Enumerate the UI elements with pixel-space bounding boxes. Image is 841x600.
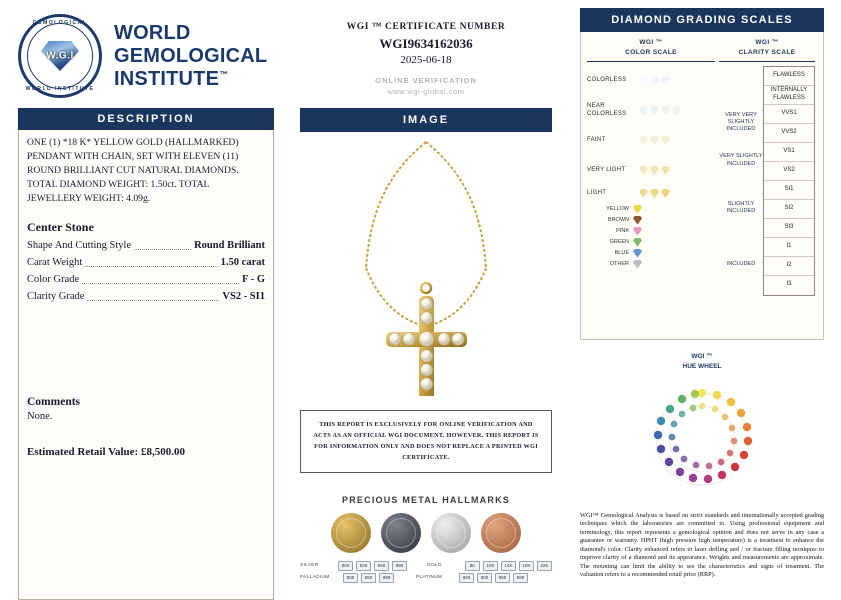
hallmark-chip: 950 xyxy=(361,573,376,583)
trademark-mark: ™ xyxy=(219,68,229,79)
grading-scales-panel xyxy=(580,32,824,340)
color-row-colorless xyxy=(587,66,715,96)
fancy-row-yellow xyxy=(587,204,715,215)
emblem-arc-bottom: WORLD INSTITUTE xyxy=(25,86,95,92)
brand-line-3: INSTITUTE™ xyxy=(114,67,229,90)
color-row-faint xyxy=(587,126,715,156)
clarity-grade: I1 xyxy=(764,238,814,257)
brand-name xyxy=(114,22,267,91)
clarity-grade: SI3 xyxy=(764,219,814,238)
color-grade-label: VERY LIGHT xyxy=(587,166,626,173)
clarity-grade: VS2 xyxy=(764,162,814,181)
fancy-color-label: OTHER xyxy=(609,261,629,267)
gem-icon xyxy=(633,260,642,269)
gem-icon xyxy=(661,189,670,198)
fancy-row-green xyxy=(587,237,715,248)
gold-coin-icon xyxy=(331,513,371,553)
property-row-color xyxy=(27,273,265,287)
diamond-grading-scales-header: DIAMOND GRADING SCALES xyxy=(580,8,824,32)
clarity-grade-column xyxy=(763,66,815,296)
online-verification-url[interactable]: www.wgi-global.com xyxy=(387,87,465,96)
description-line: ONE (1) *18 K* YELLOW GOLD (HALLMARKED) xyxy=(27,137,239,148)
estimated-retail-value: Estimated Retail Value: £8,500.00 xyxy=(27,446,185,459)
brand-line-2: GEMOLOGICAL xyxy=(114,44,268,67)
center-column xyxy=(300,22,552,585)
gem-icon xyxy=(650,166,659,175)
dot-leader xyxy=(82,283,239,284)
fancy-color-label: BROWN xyxy=(607,217,629,223)
wgi-logo xyxy=(18,10,274,102)
clarity-group-label: VERY SLIGHTLY INCLUDED xyxy=(719,153,763,167)
property-row-clarity xyxy=(27,290,265,304)
hallmark-chip: 9K xyxy=(465,561,480,571)
hallmark-coins xyxy=(300,513,552,553)
clarity-group-label: VERY VERY SLIGHTLY INCLUDED xyxy=(725,111,757,133)
gem-icon xyxy=(650,106,659,115)
fancy-color-label: GREEN xyxy=(609,239,629,245)
fancy-color-list xyxy=(587,204,715,270)
color-grade-label: NEAR COLORLESS xyxy=(587,102,627,117)
clarity-scale-title: WGI ™ CLARITY SCALE xyxy=(719,38,815,62)
description-header: DESCRIPTION xyxy=(18,108,274,130)
property-value: 1.50 carat xyxy=(220,256,265,268)
clarity-group-label: SLIGHTLY INCLUDED xyxy=(726,200,756,214)
hallmark-chip: 10K xyxy=(483,561,498,571)
hallmark-row-palladium xyxy=(300,573,552,583)
hallmark-label: SILVER xyxy=(300,563,319,569)
color-row-light xyxy=(587,186,715,202)
gem-icon xyxy=(661,76,670,85)
clarity-grade: VVS1 xyxy=(764,105,814,124)
hallmark-chip: 500 xyxy=(343,573,358,583)
clarity-group-column xyxy=(719,66,763,296)
description-line: ROUND BRILLIANT CUT NATURAL DIAMONDS. xyxy=(27,164,239,176)
emblem-arc-top: GEMOLOGICAL xyxy=(32,20,88,26)
certificate-date: 2025-06-18 xyxy=(400,54,452,66)
pendant-photo xyxy=(300,136,552,396)
gem-icon xyxy=(650,136,659,145)
color-row-very-light xyxy=(587,156,715,186)
gem-strip xyxy=(639,106,681,115)
right-column xyxy=(580,8,824,580)
clarity-grade: SI2 xyxy=(764,200,814,219)
dot-leader xyxy=(134,249,191,250)
gem-strip xyxy=(639,189,670,198)
property-label: Shape And Cutting Style xyxy=(27,239,132,251)
fancy-row-pink xyxy=(587,226,715,237)
gem-icon xyxy=(661,136,670,145)
property-row-shape xyxy=(27,239,265,253)
property-value: F - G xyxy=(242,273,265,285)
fancy-row-blue xyxy=(587,248,715,259)
dot-leader xyxy=(87,300,219,301)
clarity-grade: I3 xyxy=(764,276,814,295)
property-label: Color Grade xyxy=(27,273,80,285)
color-grade-label: LIGHT xyxy=(587,189,607,196)
property-row-carat xyxy=(27,256,265,270)
hallmark-table xyxy=(300,561,552,583)
color-grade-label: COLORLESS xyxy=(587,76,627,83)
clarity-group-label: INCLUDED xyxy=(726,261,756,268)
description-text xyxy=(27,136,265,206)
hue-wheel-diagram xyxy=(627,376,777,502)
gem-icon xyxy=(639,136,648,145)
hallmark-chip: 999 xyxy=(392,561,407,571)
clarity-scale xyxy=(719,38,815,329)
gem-strip xyxy=(639,166,670,175)
emblem-initials: W.G.I xyxy=(46,50,74,62)
online-verification-label: ONLINE VERIFICATION xyxy=(375,76,477,85)
hue-wheel-title: WGI ™ HUE WHEEL xyxy=(682,353,722,370)
gem-icon xyxy=(633,227,642,236)
hallmark-chip: 900 xyxy=(477,573,492,583)
image-header: IMAGE xyxy=(300,108,552,132)
color-scale-title: WGI ™ COLOR SCALE xyxy=(587,38,715,62)
hallmark-chip: 999 xyxy=(513,573,528,583)
gem-strip xyxy=(639,136,670,145)
gem-icon xyxy=(633,216,642,225)
description-body xyxy=(18,130,274,600)
fancy-color-label: PINK xyxy=(616,228,629,234)
certificate-number: WGI9634162036 xyxy=(379,36,473,51)
clarity-grade: SI1 xyxy=(764,181,814,200)
hallmark-chip: 958 xyxy=(374,561,389,571)
hallmark-chip: 925 xyxy=(356,561,371,571)
property-value: VS2 - SI1 xyxy=(222,291,265,303)
wgi-emblem-icon xyxy=(18,14,102,98)
clarity-grade: I2 xyxy=(764,257,814,276)
hallmark-label: PALLADIUM xyxy=(300,575,330,581)
color-scale xyxy=(587,38,715,329)
clarity-grade: VVS2 xyxy=(764,124,814,143)
color-grade-label: FAINT xyxy=(587,136,606,143)
gem-icon xyxy=(639,189,648,198)
property-label: Carat Weight xyxy=(27,256,83,268)
description-line: PENDANT WITH CHAIN, SET WITH ELEVEN (11) xyxy=(27,150,239,162)
fancy-color-label: BLUE xyxy=(614,250,629,256)
gem-icon xyxy=(633,249,642,258)
hallmark-chip: 18K xyxy=(519,561,534,571)
rose-coin-icon xyxy=(481,513,521,553)
clarity-grade: VS1 xyxy=(764,143,814,162)
gem-icon xyxy=(661,166,670,175)
hallmark-row-silver xyxy=(300,561,552,571)
fancy-row-other xyxy=(587,259,715,270)
center-stone-title: Center Stone xyxy=(27,219,94,234)
hallmark-chip: 800 xyxy=(338,561,353,571)
gem-icon xyxy=(639,166,648,175)
gem-icon xyxy=(639,76,648,85)
gemological-analysis-note: WGI™ Gemological Analysis is based on strict standards and internationally accepted grading techniques which the laboratories are committed to. Using professional equipment and terminology, this report represents a gemological opinion and does not serve in any case a guarantee or warranty. HPHT (high pressure high temperature) is a treatment to enhance the diamond's color. Clarity enhanced refers to laser drilling and / or fracture filling tecniques to improve clarity of a diamond and its appearance. Weights and measurements are approximate. The mounting can limit the ability to see the characteristics and signs of treatment. The valuation refers to a recommended retail price (RRP). xyxy=(580,511,824,578)
clarity-grade: FLAWLESS xyxy=(764,67,814,86)
gem-icon xyxy=(639,106,648,115)
gem-strip xyxy=(639,76,670,85)
property-value: Round Brilliant xyxy=(194,239,265,251)
certificate-number-label: WGI ™ CERTIFICATE NUMBER xyxy=(346,22,506,32)
hallmark-chip: 999 xyxy=(379,573,394,583)
silver-coin-icon xyxy=(431,513,471,553)
precious-metal-hallmarks-title: PRECIOUS METAL HALLMARKS xyxy=(342,494,510,505)
hallmark-label: PLATINUM xyxy=(416,575,443,581)
hallmark-chip: 850 xyxy=(459,573,474,583)
gem-icon xyxy=(650,76,659,85)
comments-title: Comments xyxy=(27,396,81,409)
hallmark-chip: 14K xyxy=(501,561,516,571)
gem-icon xyxy=(650,189,659,198)
description-line: JEWELLERY WEIGHT: 4.09g. xyxy=(27,192,151,204)
hallmark-label: GOLD xyxy=(427,563,442,569)
dot-leader xyxy=(85,266,217,267)
hallmark-chip: 22K xyxy=(537,561,552,571)
gem-icon xyxy=(633,238,642,247)
property-label: Clarity Grade xyxy=(27,291,85,303)
report-disclaimer: THIS REPORT IS EXCLUSIVELY FOR ONLINE VERIFICATION AND ACTS AS AN OFFICIAL WGI DOCUMENT. HOWEVER, THIS REPORT IS FOR INFORMATION ONLY AND DOES NOT REPLACE A PRINTED WGI CERTIFICATE. xyxy=(300,410,552,473)
hue-wheel-svg xyxy=(627,376,777,502)
dark-coin-icon xyxy=(381,513,421,553)
cross-pendant-illustration xyxy=(300,136,552,396)
gem-icon xyxy=(672,106,681,115)
gem-icon xyxy=(661,106,670,115)
comments-value: None. xyxy=(27,411,53,423)
description-line: TOTAL DIAMOND WEIGHT: 1.50ct. TOTAL xyxy=(27,178,210,190)
left-column xyxy=(18,10,274,588)
fancy-row-brown xyxy=(587,215,715,226)
clarity-grade: INTERNALLY FLAWLESS xyxy=(764,86,814,105)
fancy-color-label: YELLOW xyxy=(606,206,629,212)
hallmark-chip: 950 xyxy=(495,573,510,583)
gem-icon xyxy=(633,205,642,214)
color-row-near-colorless xyxy=(587,96,715,126)
brand-line-1: WORLD xyxy=(114,21,191,44)
